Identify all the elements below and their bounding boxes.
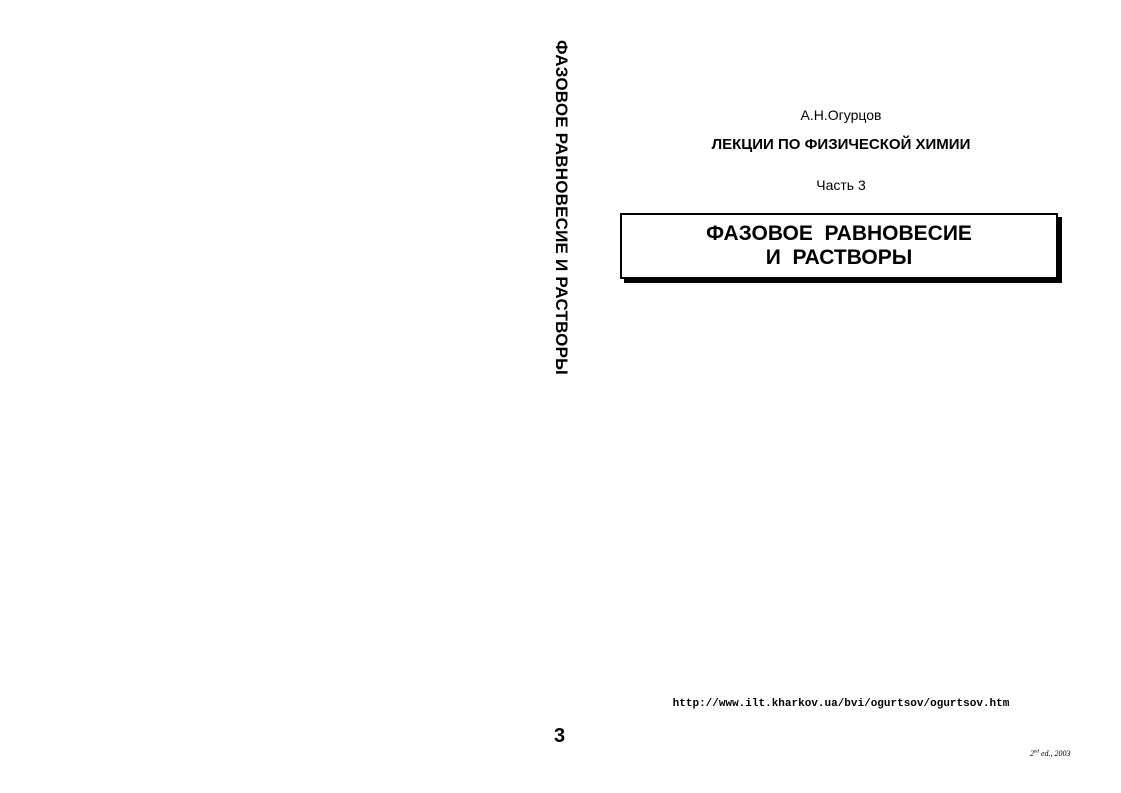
title-line-2: И РАСТВОРЫ <box>765 246 913 269</box>
page-number: 3 <box>554 725 566 747</box>
edition-number: 2 <box>1030 749 1034 758</box>
title-box <box>620 213 1058 279</box>
series-title: ЛЕКЦИИ ПО ФИЗИЧЕСКОЙ ХИМИИ <box>711 136 971 153</box>
spine <box>541 40 581 400</box>
title-line-1: ФАЗОВОЕ РАВНОВЕСИЕ <box>706 222 972 245</box>
edition-rest: ed., 2003 <box>1039 749 1071 758</box>
author: А.Н.Огурцов <box>800 107 882 123</box>
edition-suffix: nd <box>1034 749 1039 755</box>
website-url: http://www.ilt.kharkov.ua/bvi/ogurtsov/ogurtsov.htm <box>672 698 1010 710</box>
part-label: Часть 3 <box>816 177 866 193</box>
spine-title: ФАЗОВОЕ РАВНОВЕСИЕ И РАСТВОРЫ <box>552 40 571 375</box>
edition-note <box>1030 749 1071 758</box>
